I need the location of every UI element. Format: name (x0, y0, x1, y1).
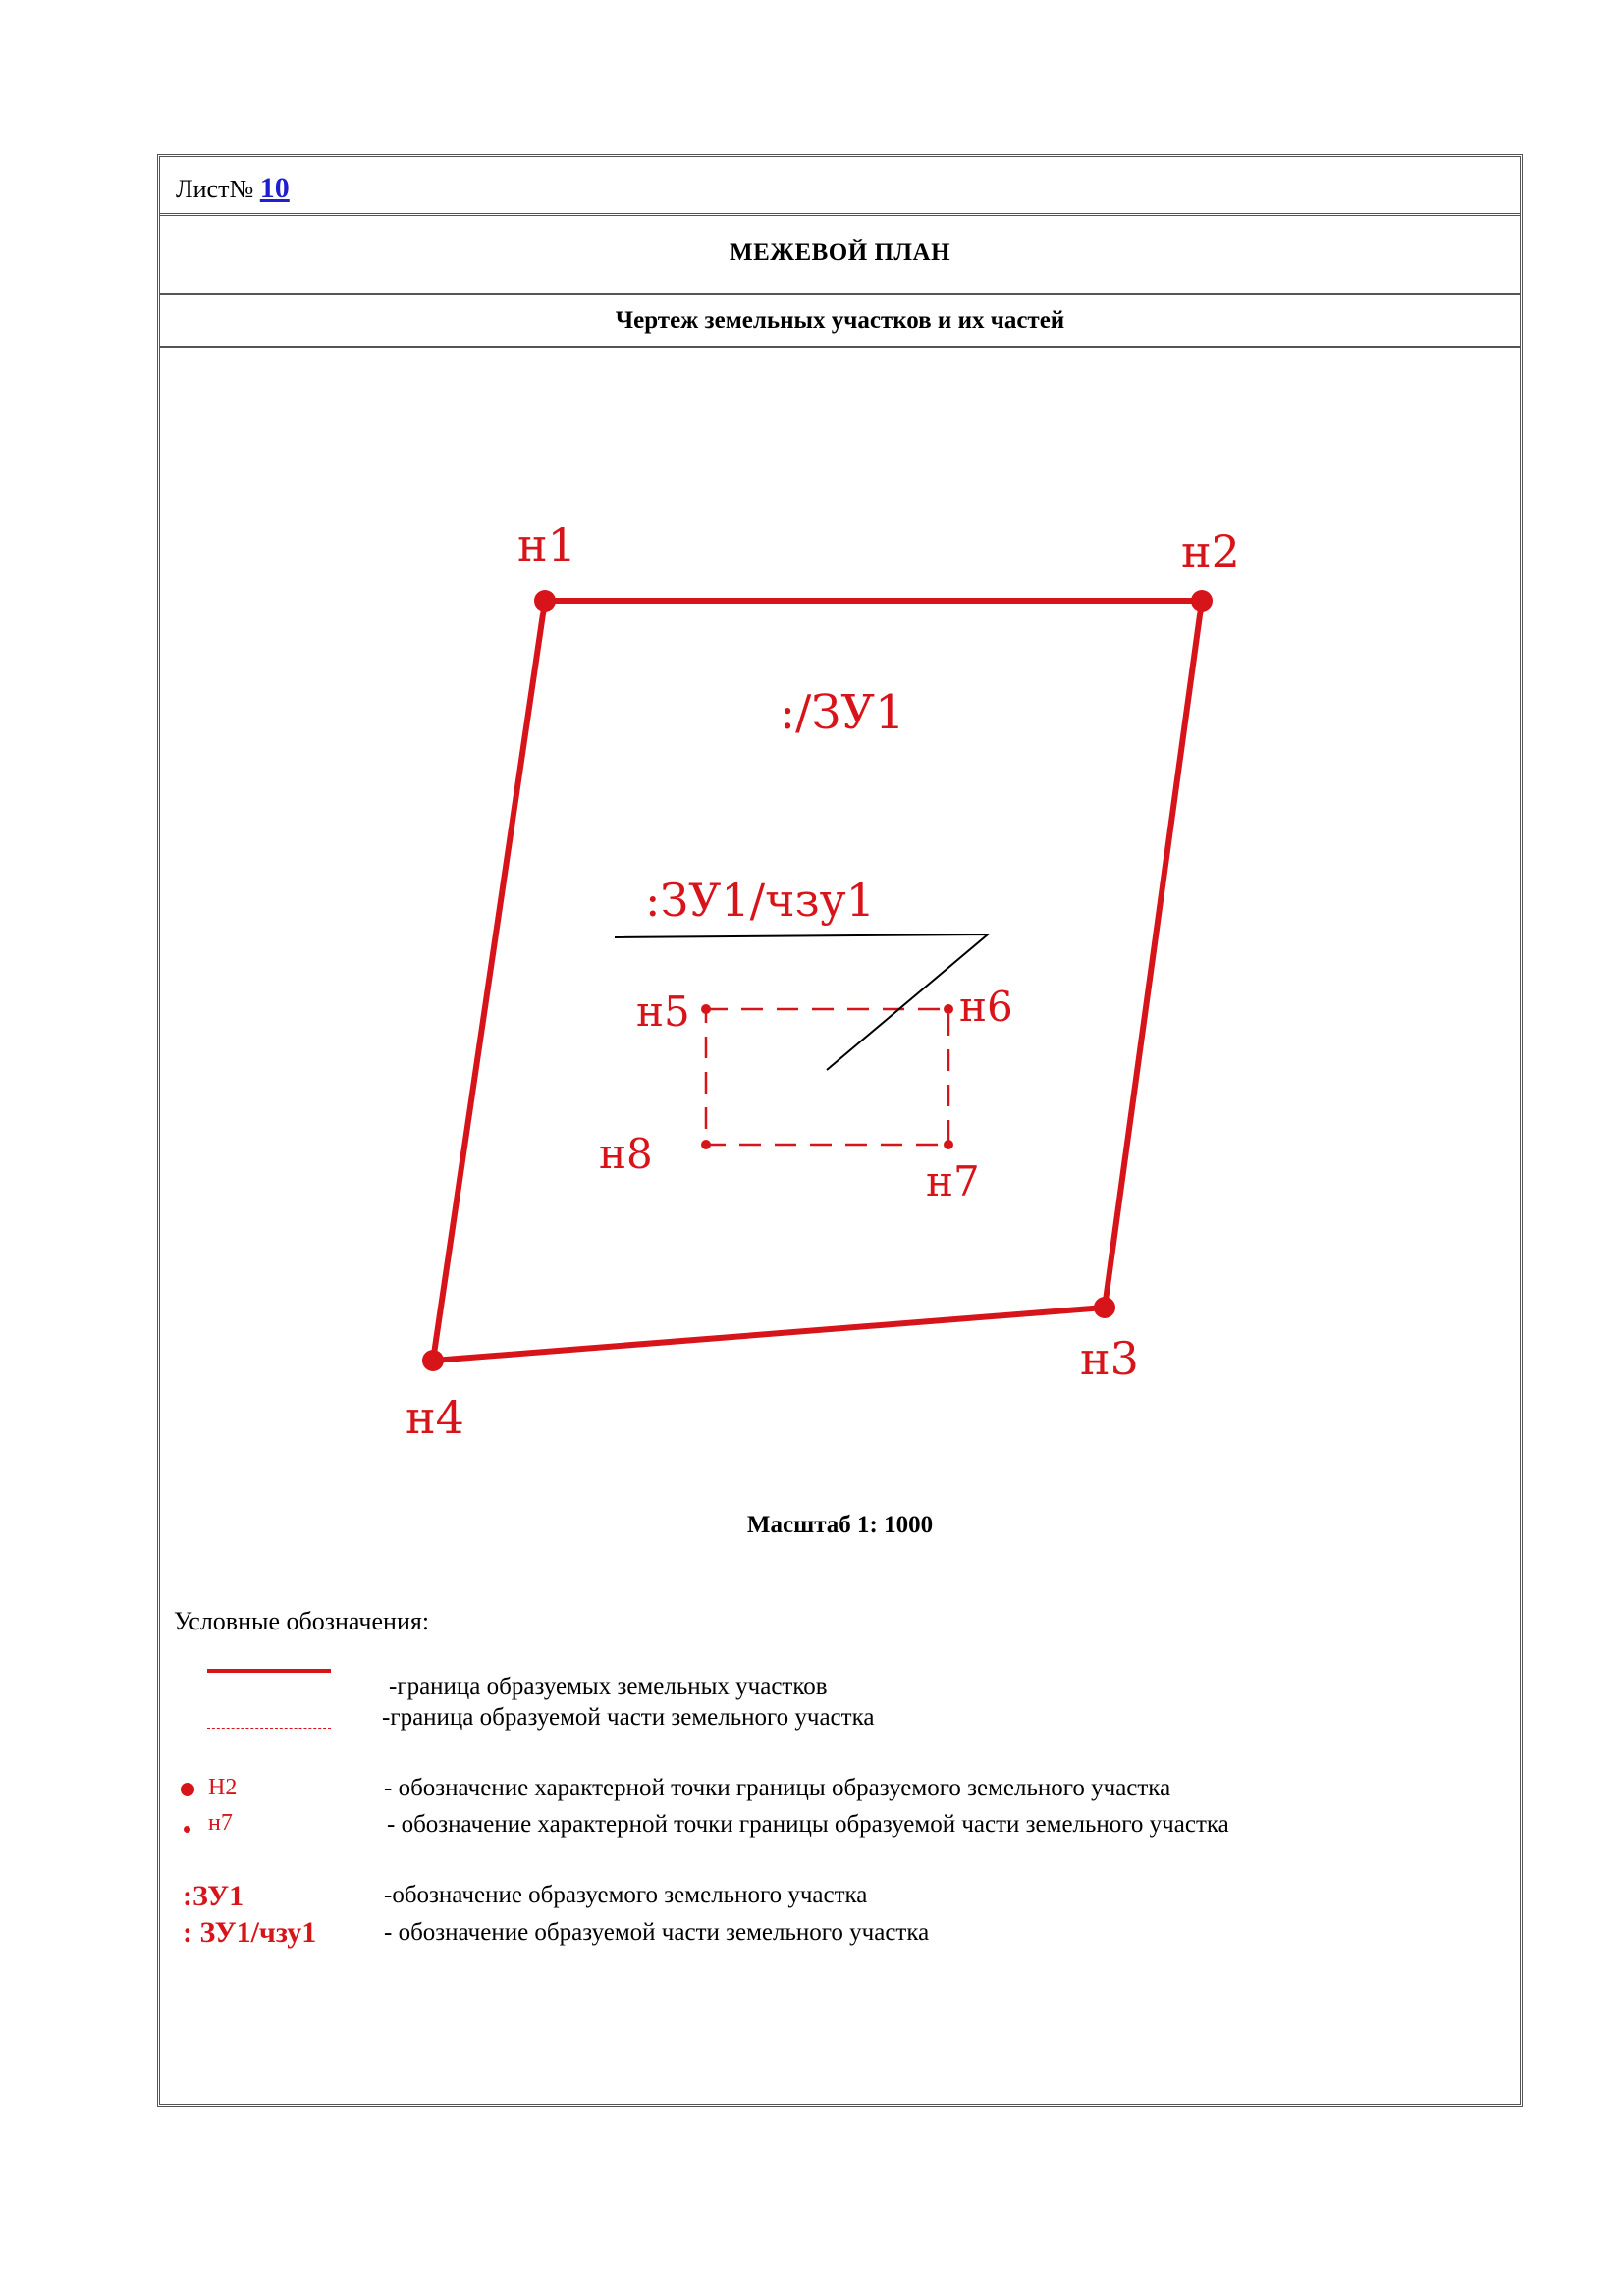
parcel-vertex-n3 (1094, 1297, 1115, 1318)
point-label-n8: н8 (599, 1130, 653, 1178)
part-vertex-n7 (944, 1140, 953, 1149)
scale-label: Масштаб 1: 1000 (746, 1512, 934, 1538)
legend-small-point-icon (184, 1826, 190, 1833)
legend-parcel-code: :ЗУ1 (183, 1880, 244, 1912)
legend-big-point-icon (181, 1783, 194, 1796)
legend-solid-line-text: -граница образуемых земельных участков (389, 1674, 828, 1700)
part-vertex-n8 (701, 1140, 711, 1149)
document-title: МЕЖЕВОЙ ПЛАН (729, 240, 951, 266)
legend-parcel-text: -обозначение образуемого земельного участка (384, 1882, 868, 1908)
point-label-n1: н1 (517, 518, 576, 571)
parcel-vertex-n2 (1191, 590, 1213, 612)
legend-small-point-code: н7 (208, 1810, 233, 1836)
legend-solid-line-symbol (207, 1669, 331, 1673)
legend-big-point-code: Н2 (208, 1775, 238, 1800)
legend-part-text: - обозначение образуемой части земельного участка (384, 1919, 930, 1946)
part-vertex-n6 (944, 1004, 953, 1014)
part-label: :ЗУ1/чзу1 (645, 874, 875, 927)
legend-small-point-text: - обозначение характерной точки границы образуемой части земельного участка (387, 1811, 1229, 1838)
document-subtitle: Чертеж земельных участков и их частей (615, 307, 1065, 334)
legend-dashed-line-symbol (207, 1728, 331, 1729)
parcel-vertex-n1 (534, 590, 556, 612)
legend-part-code: : ЗУ1/чзу1 (183, 1916, 317, 1949)
parcel-vertex-n4 (422, 1350, 444, 1371)
point-label-n2: н2 (1181, 525, 1240, 578)
point-label-n6: н6 (959, 983, 1013, 1031)
point-label-n3: н3 (1080, 1332, 1139, 1385)
legend-big-point-text: - обозначение характерной точки границы образуемого земельного участка (384, 1775, 1171, 1801)
part-boundary (706, 1009, 948, 1145)
point-label-n7: н7 (926, 1157, 980, 1205)
point-label-n5: н5 (636, 988, 690, 1036)
legend-title: Условные обозначения: (174, 1607, 430, 1635)
sheet-label-text: Лист№ (176, 175, 254, 203)
sheet-number-link[interactable]: 10 (259, 172, 290, 204)
point-label-n4: н4 (406, 1391, 464, 1444)
parcel-label: :/ЗУ1 (780, 685, 905, 740)
legend-dashed-line-text: -граница образуемой части земельного участка (382, 1704, 875, 1731)
part-vertex-n5 (701, 1004, 711, 1014)
